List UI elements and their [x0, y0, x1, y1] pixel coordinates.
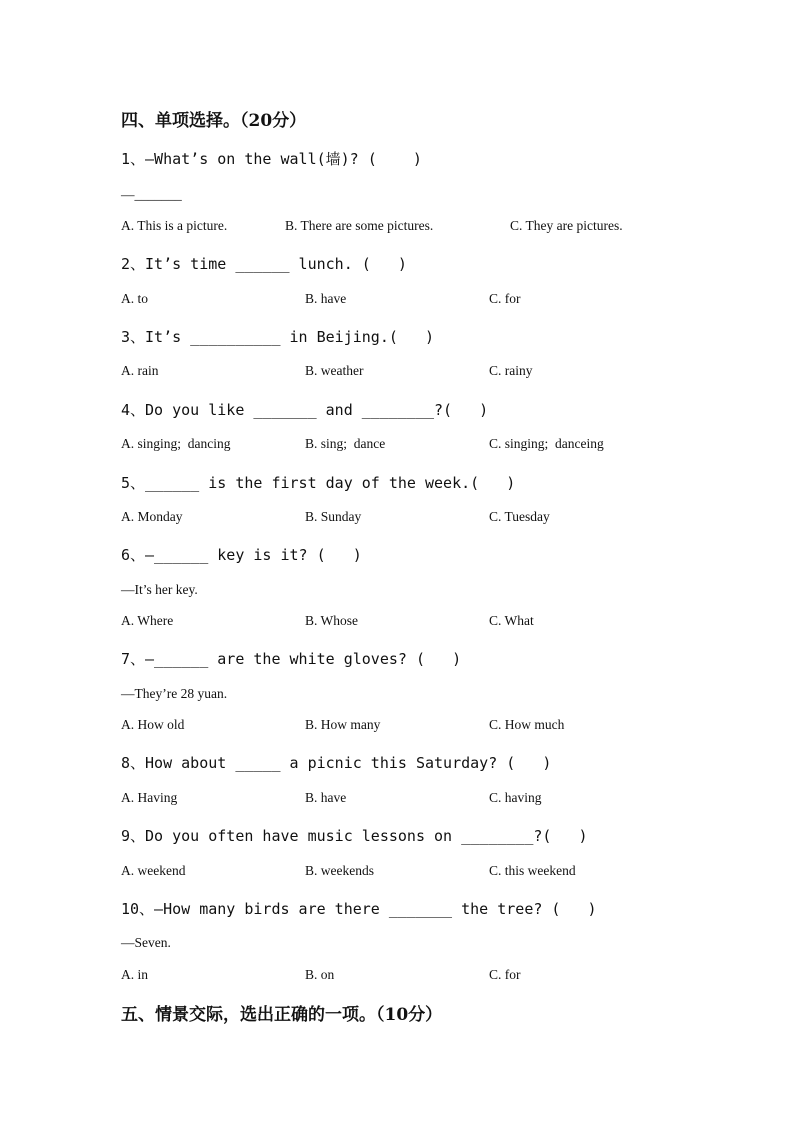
option-a: A. Having [121, 790, 178, 805]
option-c: C. having [489, 790, 542, 805]
question-1-answer-blank: —_______ [121, 187, 182, 202]
question-4-stem: 4、Do you like _______ and ________?( ) [121, 401, 489, 419]
question-1-stem: 1、—What’s on the wall(墙)? ( ) [121, 150, 422, 168]
question-7-response: —They’re 28 yuan. [121, 686, 228, 701]
question-10-response: —Seven. [121, 935, 171, 950]
question-6-response: —It’s her key. [121, 582, 198, 597]
section-5-heading: 五、情景交际，选出正确的一项。（10分） [121, 1005, 443, 1025]
option-b: B. sing; dance [305, 436, 386, 451]
option-b: B. weather [305, 363, 364, 378]
option-c: C. for [489, 967, 521, 982]
option-a: A. How old [121, 717, 185, 732]
question-6-stem: 6、—______ key is it? ( ) [121, 546, 362, 564]
option-c: C. rainy [489, 363, 533, 378]
question-3-stem: 3、It’s __________ in Beijing.( ) [121, 328, 435, 346]
option-b: B. weekends [305, 863, 374, 878]
option-a: A. to [121, 291, 148, 306]
option-a: A. rain [121, 363, 159, 378]
option-a: A. singing; dancing [121, 436, 231, 451]
option-a: A. Where [121, 613, 174, 628]
option-b: B. Sunday [305, 509, 362, 524]
option-a: A. in [121, 967, 148, 982]
option-c: C. for [489, 291, 521, 306]
option-c: C. They are pictures. [510, 218, 623, 233]
question-9-stem: 9、Do you often have music lessons on ________?( ) [121, 827, 588, 845]
option-b: B. There are some pictures. [285, 218, 434, 233]
section-4-heading: 四、单项选择。（20分） [121, 111, 307, 131]
option-c: C. this weekend [489, 863, 576, 878]
option-b: B. have [305, 790, 347, 805]
option-c: C. singing; danceing [489, 436, 604, 451]
option-a: A. This is a picture. [121, 218, 228, 233]
question-5-stem: 5、______ is the first day of the week.( ) [121, 474, 516, 492]
option-c: C. How much [489, 717, 565, 732]
question-8-stem: 8、How about _____ a picnic this Saturday? ( ) [121, 754, 552, 772]
option-c: C. Tuesday [489, 509, 550, 524]
option-b: B. Whose [305, 613, 358, 628]
option-b: B. have [305, 291, 347, 306]
option-a: A. Monday [121, 509, 183, 524]
question-2-stem: 2、It’s time ______ lunch. ( ) [121, 255, 407, 273]
option-b: B. How many [305, 717, 381, 732]
option-b: B. on [305, 967, 335, 982]
question-7-stem: 7、—______ are the white gloves? ( ) [121, 650, 462, 668]
option-c: C. What [489, 613, 534, 628]
question-10-stem: 10、—How many birds are there _______ the tree? ( ) [121, 900, 597, 918]
option-a: A. weekend [121, 863, 186, 878]
